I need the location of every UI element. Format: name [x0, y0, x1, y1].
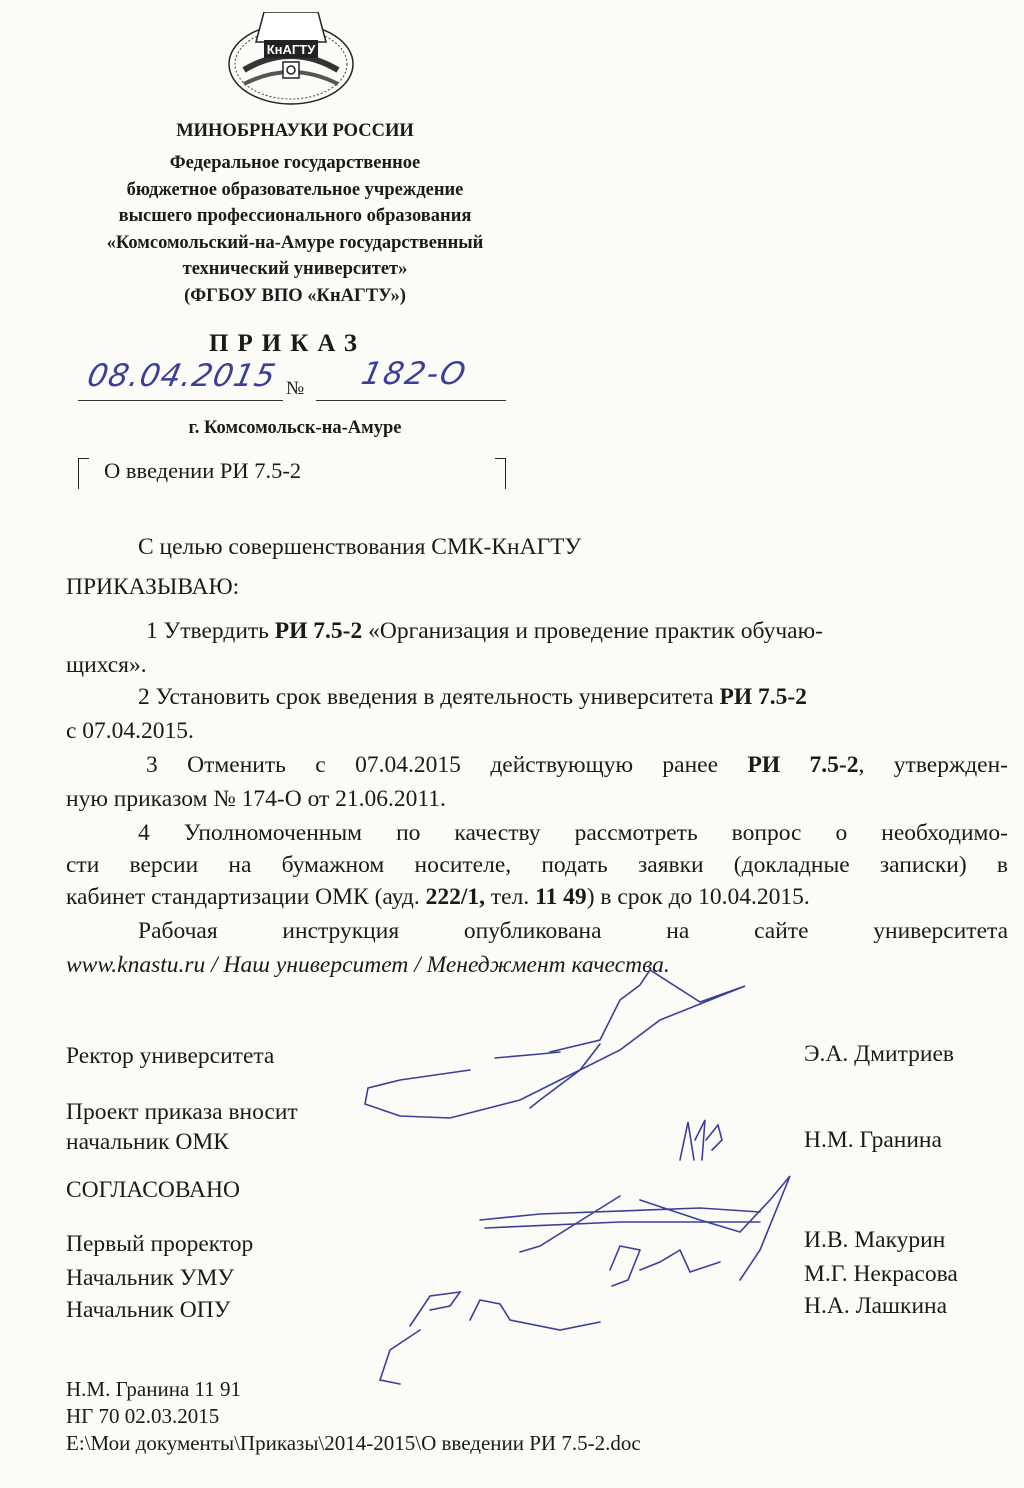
footer-file-path: E:\Мои документы\Приказы\2014-2015\О введении РИ 7.5-2.doc — [66, 1431, 641, 1455]
paragraph-4-line-3: кабинет стандартизации ОМК (ауд. 222/1, тел. 11 49) в срок до 10.04.2015. — [66, 884, 810, 910]
rector-name: Э.А. Дмитриев — [804, 1041, 954, 1067]
logo-text: КнАГТУ — [266, 42, 316, 57]
university-logo — [222, 12, 360, 108]
rector-role: Ректор университета — [66, 1043, 275, 1069]
number-sign: № — [286, 378, 305, 399]
order-subject: О введении РИ 7.5-2 — [104, 458, 302, 483]
draft-role-line-2: начальник ОМК — [66, 1129, 229, 1155]
approver-name: М.Г. Некрасова — [804, 1261, 958, 1287]
agreed-heading: СОГЛАСОВАНО — [66, 1177, 240, 1203]
org-line: (ФГБОУ ВПО «КнАГТУ») — [184, 285, 406, 306]
order-word: ПРИКАЗЫВАЮ: — [66, 574, 240, 600]
organization-block — [60, 150, 530, 309]
org-line: бюджетное образовательное учреждение — [126, 179, 464, 200]
city: г. Комсомольск-на-Амуре — [188, 418, 402, 438]
org-line: технический университет» — [182, 259, 408, 279]
approver-role: Первый проректор — [66, 1231, 254, 1257]
granina-signature — [680, 1120, 722, 1160]
draft-role-line-1: Проект приказа вносит — [66, 1099, 298, 1125]
intro-text: С целью совершенствования СМК-КнАГТУ — [138, 534, 582, 560]
approver-name: И.В. Макурин — [804, 1227, 946, 1253]
approver-name: Н.А. Лашкина — [804, 1293, 948, 1319]
org-line: высшего профессионального образования — [118, 206, 472, 226]
handwritten-date: 08.04.2015 — [84, 358, 280, 394]
paragraph-4-line-2: сти версии на бумажном носителе, подать заявки (докладные записки) в — [66, 852, 1008, 878]
paragraph-3: 3 Отменить с 07.04.2015 действующую ранее РИ 7.5-2, утвержден- — [146, 752, 1008, 778]
approver-role: Начальник УМУ — [66, 1265, 234, 1291]
paragraph-1: 1 Утвердить РИ 7.5-2 «Организация и проведение практик обучаю- — [146, 618, 823, 644]
paragraph-2-cont: с 07.04.2015. — [66, 718, 194, 744]
subject-bracket-left — [78, 458, 89, 489]
handwritten-order-number: 182-О — [358, 356, 471, 392]
approver-role: Начальник ОПУ — [66, 1297, 231, 1323]
paragraph-3-cont: ную приказом № 174-О от 21.06.2011. — [66, 786, 446, 812]
order-title: ПРИКАЗ — [209, 330, 366, 357]
paragraph-1-cont: щихся». — [66, 652, 147, 678]
org-line: Федеральное государственное — [169, 153, 421, 173]
paragraph-2: 2 Установить срок введения в деятельность университета РИ 7.5-2 — [138, 684, 807, 710]
nekrasova-signature — [610, 1246, 720, 1286]
paragraph-4-line-1: 4 Уполномоченным по качеству рассмотреть вопрос о необходимо- — [138, 820, 1008, 846]
org-line: «Комсомольский-на-Амуре государственный — [106, 232, 484, 253]
lashkina-signature — [380, 1292, 600, 1384]
footer-executor: Н.М. Гранина 11 91 — [66, 1377, 241, 1401]
paragraph-5-link: www.knastu.ru / Наш университет / Менеджмент качества. — [66, 952, 670, 978]
date-underline — [78, 400, 283, 401]
rector-signature — [365, 970, 745, 1118]
number-underline — [316, 400, 506, 401]
makurin-signature — [480, 1176, 790, 1280]
subject-bracket-right — [495, 458, 506, 489]
paragraph-5-line-1: Рабочая инструкция опубликована на сайте университета — [138, 918, 1008, 944]
draft-name: Н.М. Гранина — [804, 1127, 942, 1153]
footer-code: НГ 70 02.03.2015 — [66, 1404, 220, 1428]
ministry-name: МИНОБРНАУКИ РОССИИ — [176, 121, 414, 141]
